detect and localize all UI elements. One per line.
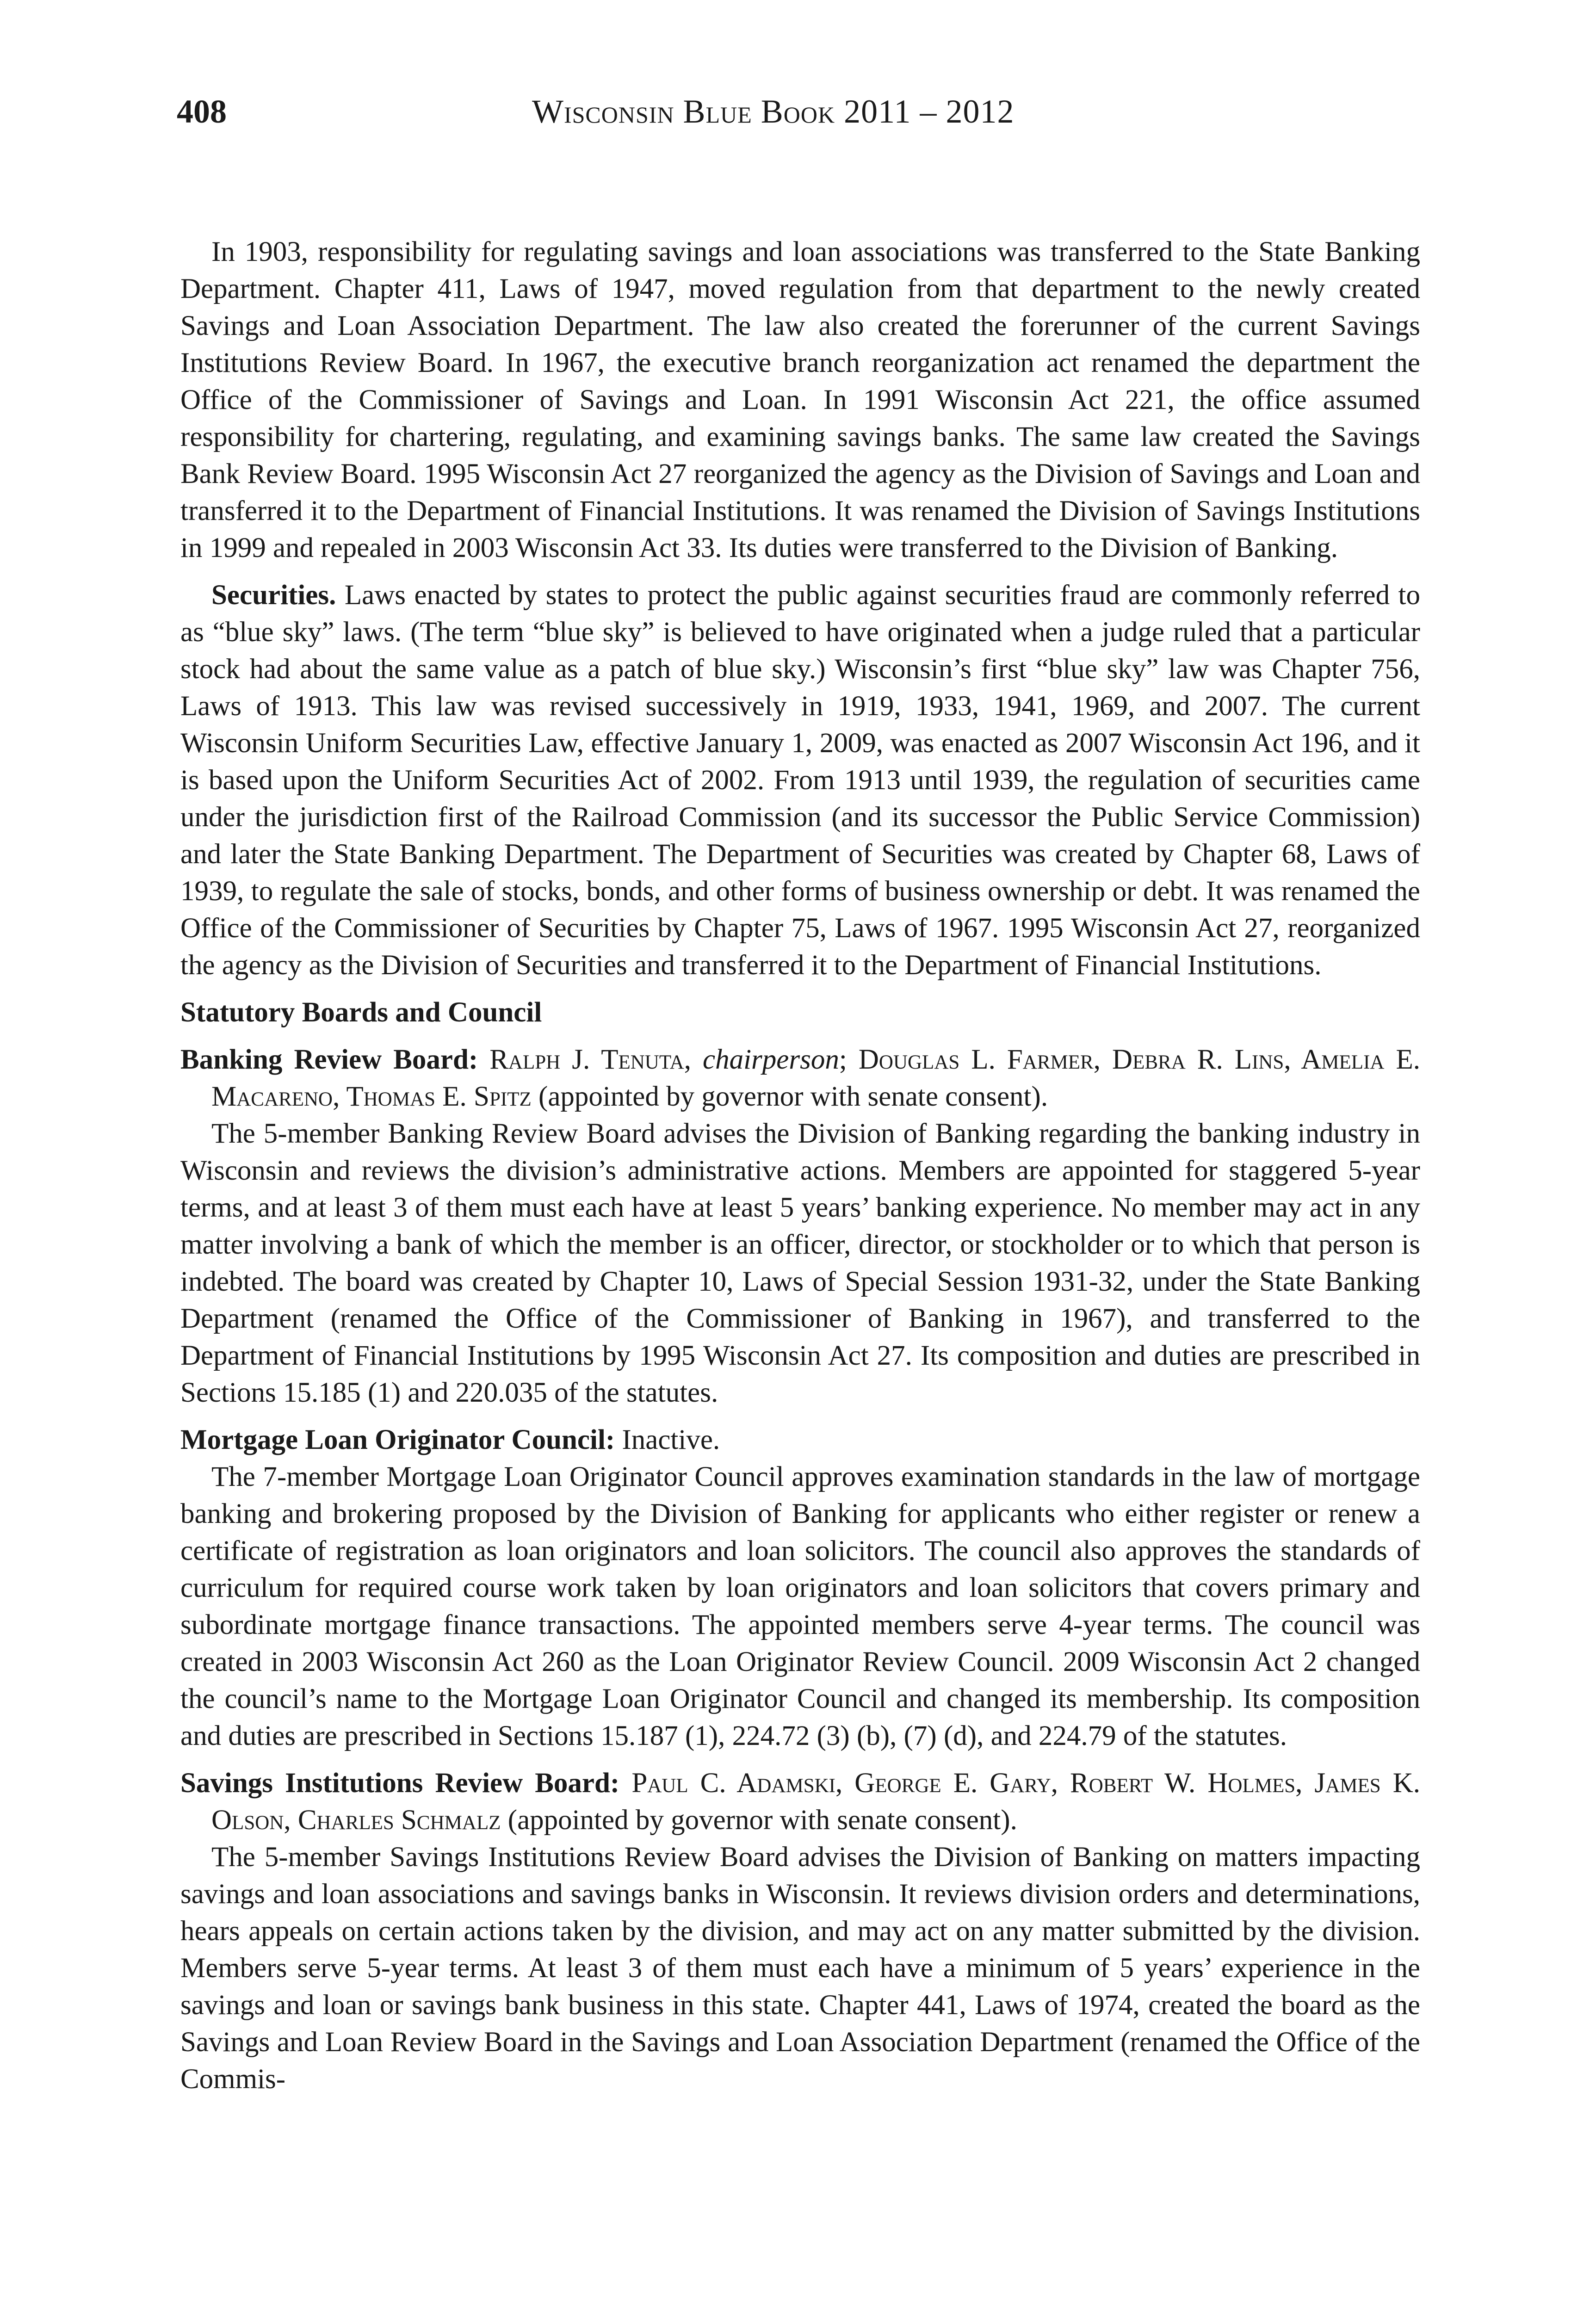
banking-board-name: Banking Review Board: (180, 1044, 478, 1075)
savings-board-appointment-note: (appointed by governor with senate consent). (507, 1805, 1017, 1836)
banking-board-heading (180, 1041, 1420, 1115)
savings-board-members: Paul C. Adamski, George E. Gary, Robert W. Holmes, James K. Olson, Charles Schmalz (211, 1768, 1420, 1836)
securities-paragraph (180, 577, 1420, 984)
page-number: 408 (177, 93, 227, 130)
mortgage-council-heading (180, 1422, 1420, 1459)
savings-board-name: Savings Institutions Review Board: (180, 1768, 620, 1799)
securities-text: Laws enacted by states to protect the public against securities fraud are commonly referred to as “blue sky” laws. (The term “blue sky” is believed to have originated when a judge ruled that a particular stock had about the same value as a patch of blue sky.) Wisconsin’s first “blue sky” law was Chapter 756, Laws of 1913. This law was revised successively in 1919, 1933, 1941, 1969, and 2007. The current Wisconsin Uniform Securities Law, effective January 1, 2009, was enacted as 2007 Wisconsin Act 196, and it is based upon the Uniform Securities Act of 2002. From 1913 until 1939, the regulation of securities came under the jurisdiction first of the Railroad Commission (and its successor the Public Service Commission) and later the State Banking Department. The Department of Securities was created by Chapter 68, Laws of 1939, to regulate the sale of stocks, bonds, and other forms of business ownership or debt. It was renamed the Office of the Commissioner of Securities by Chapter 75, Laws of 1967. 1995 Wisconsin Act 27, reorganized the agency as the Division of Securities and transferred it to the Department of Financial Institutions. (180, 580, 1421, 981)
section-heading: Statutory Boards and Council (180, 997, 542, 1028)
mortgage-council-status: Inactive. (622, 1424, 720, 1455)
banking-board-members: Ralph J. Tenuta, chairperson; Douglas L. Farmer, Debra R. Lins, Amelia E. Macareno, Thomas E. Spitz (211, 1044, 1420, 1112)
mortgage-council-description: The 7-member Mortgage Loan Originator Council approves examination standards in the law of mortgage banking and brokering proposed by the Division of Banking for applicants who either register or renew a certificate of registration as loan originators and loan solicitors. The council also approves the standards of curriculum for required course work taken by loan originators and loan solicitors that covers primary and subordinate mortgage finance transactions. The appointed members serve 4-year terms. The council was created in 2003 Wisconsin Act 260 as the Loan Originator Review Council. 2009 Wisconsin Act 2 changed the council’s name to the Mortgage Loan Originator Council and changed its membership. Its composition and duties are prescribed in Sections 15.187 (1), 224.72 (3) (b), (7) (d), and 224.79 of the statutes. (180, 1461, 1420, 1751)
page-body (180, 234, 1420, 2098)
mortgage-council-name: Mortgage Loan Originator Council: (180, 1424, 615, 1455)
banking-board-appointment-note: (appointed by governor with senate consent). (538, 1081, 1048, 1112)
savings-board-heading (180, 1765, 1420, 1839)
savings-board-description: The 5-member Savings Institutions Review Board advises the Division of Banking on matters impacting savings and loan associations and savings banks in Wisconsin. It reviews division orders and determinations, hears appeals on certain actions taken by the division, and may act on any matter submitted by the division. Members serve 5-year terms. At least 3 of them must each have a minimum of 5 years’ experience in the savings and loan or savings bank business in this state. Chapter 441, Laws of 1974, created the board as the Savings and Loan Review Board in the Savings and Loan Association Department (renamed the Office of the Commis- (180, 1842, 1420, 2095)
securities-label: Securities. (211, 580, 336, 611)
savings-history-paragraph: In 1903, responsibility for regulating savings and loan associations was transferred to the State Banking Department. Chapter 411, Laws of 1947, moved regulation from that department to the newly created Savings and Loan Association Department. The law also created the forerunner of the current Savings Institutions Review Board. In 1967, the executive branch reorganization act renamed the department the Office of the Commissioner of Savings and Loan. In 1991 Wisconsin Act 221, the office assumed responsibility for chartering, regulating, and examining savings banks. The same law created the Savings Bank Review Board. 1995 Wisconsin Act 27 reorganized the agency as the Division of Savings and Loan and transferred it to the Department of Financial Institutions. It was renamed the Division of Savings Institutions in 1999 and repealed in 2003 Wisconsin Act 33. Its duties were transferred to the Division of Banking. (180, 236, 1420, 563)
running-head: Wisconsin Blue Book 2011 – 2012 (532, 93, 1015, 130)
banking-board-description: The 5-member Banking Review Board advises the Division of Banking regarding the banking industry in Wisconsin and reviews the division’s administrative actions. Members are appointed for staggered 5-year terms, and at least 3 of them must each have at least 5 years’ banking experience. No member may act in any matter involving a bank of which the member is an officer, director, or stockholder or to which that person is indebted. The board was created by Chapter 10, Laws of Special Session 1931-32, under the State Banking Department (renamed the Office of the Commissioner of Banking in 1967), and transferred to the Department of Financial Institutions by 1995 Wisconsin Act 27. Its composition and duties are prescribed in Sections 15.185 (1) and 220.035 of the statutes. (180, 1118, 1420, 1408)
chairperson-title: chairperson (703, 1044, 839, 1075)
